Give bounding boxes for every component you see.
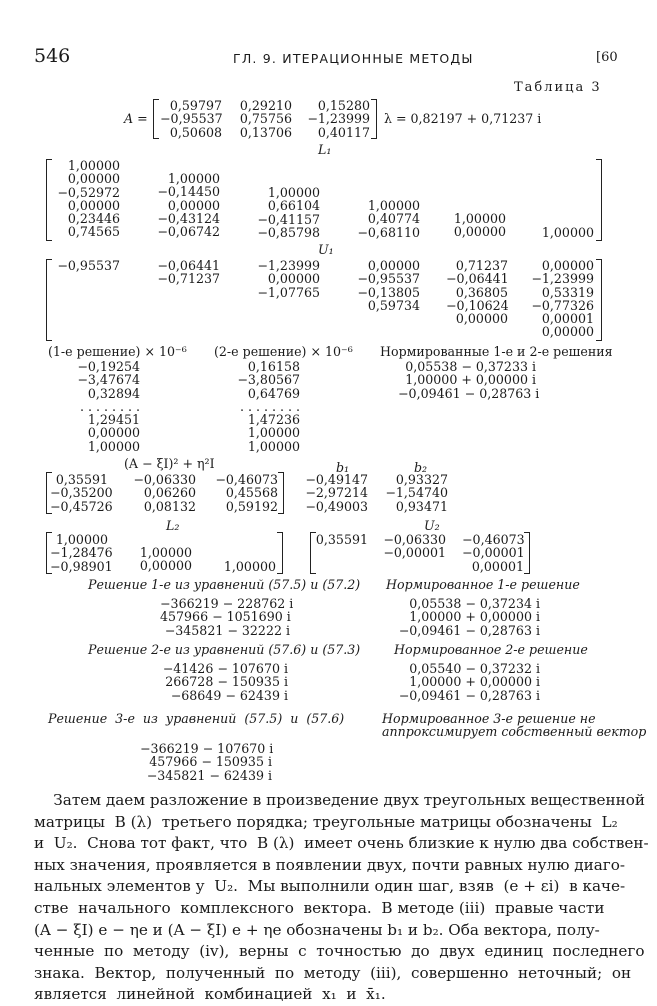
- bracket-right: [596, 259, 602, 341]
- u2-label: U₂: [424, 518, 440, 533]
- result3-heading: Решение 3-е из уравнений (57.5) и (57.6): [48, 711, 345, 726]
- lambda-value: λ = 0,82197 + 0,71237 i: [384, 111, 542, 126]
- sol1-values: −0,19254 −3,47674 0,32894 . . . . . . . . 1,29451 0,00000 1,00000: [77, 359, 140, 454]
- u1-label: U₁: [318, 242, 334, 257]
- matrix-a-col1: 0,59797 −0,95537 0,50608: [160, 98, 223, 140]
- matrix-a-name: A =: [124, 111, 148, 126]
- l1-col3: 1,00000 0,66104 −0,41157 −0,85798: [257, 185, 320, 240]
- result1-norm-values: 0,05538 − 0,37234 i 1,00000 + 0,00000 i −0,09461 − 0,28763 i: [398, 596, 540, 638]
- sol1-heading: (1-е решение) × 10⁻⁶: [48, 344, 187, 359]
- l2-col3: 1,00000: [223, 559, 276, 574]
- b-matrix-heading: (A − ξI)² + η²I: [124, 456, 215, 471]
- u2-col3: −0,46073 −0,00001 0,00001: [462, 532, 525, 574]
- b2-values: 0,93327 −1,54740 0,93471: [385, 472, 448, 514]
- u1-col1: −0,95537: [57, 258, 120, 273]
- result2-heading: Решение 2-е из уравнений (57.6) и (57.3): [88, 642, 361, 657]
- u2-col2: −0,06330 −0,00001: [383, 532, 446, 561]
- bracket-right: [524, 532, 530, 574]
- u2-col1: 0,35591: [315, 532, 368, 547]
- bracket-right: [596, 159, 602, 241]
- u1-col2: −0,06441 −0,71237: [157, 258, 220, 287]
- sol2-heading: (2-е решение) × 10⁻⁶: [214, 344, 353, 359]
- b2-label: b₂: [414, 460, 428, 475]
- sol2-values: 0,16158 −3,80567 0,64769 . . . . . . . . 1,47236 1,00000 1,00000: [237, 359, 300, 454]
- u1-col6: 0,00000 −1,23999 0,53319 −0,77326 0,00001 0,00000: [531, 258, 594, 340]
- body-paragraph: Затем даем разложение в произведение двух треугольных вещественной матрицы B (λ) третьего порядка; треугольные матрицы обозначены L₂ и U₂. Снова тот факт, что B (λ) имеет очень близкие к нулю два собствен- ных значения, проявляется в появлении двух, почти равных нулю диагo- нальных элементов у U₂. Мы выполнили один шаг, взяв (e + εi) в каче- стве начального комплексного вектора. В методе (iii) правые части (A − ξI) e − ηe и (A − ξI) e + ηe обозначены b₁ и b₂. Оба вектора, полу- ченные по методу (iv), верны с точностью до двух единиц последнего знака. Вектор, полученный по методу (iii), совершенно неточный; он является линейной комбинацией x₁ и x̄₁.: [34, 791, 649, 1004]
- b1-values: −0,49147 −2,97214 −0,49003: [305, 472, 368, 514]
- u1-col4: 0,00000 −0,95537 −0,13805 0,59734: [357, 258, 420, 313]
- l2-col1: 1,00000 −1,28476 −0,98901: [50, 532, 113, 574]
- result1-norm-heading: Нормированное 1-е решение: [386, 577, 580, 592]
- l2-label: L₂: [166, 518, 180, 533]
- bracket-right: [278, 472, 284, 514]
- l1-col2: 1,00000 −0,14450 0,00000 −0,43124 −0,06742: [157, 171, 220, 240]
- u1-col5: 0,71237 −0,06441 0,36805 −0,10624 0,00000: [446, 258, 509, 327]
- chapter-title: ГЛ. 9. ИТЕРАЦИОННЫЕ МЕТОДЫ: [233, 51, 474, 66]
- bracket-right: [277, 532, 283, 574]
- page-number: 546: [34, 45, 71, 67]
- result2-values: −41426 − 107670 i 266728 − 150935 i −68649 − 62439 i: [162, 661, 288, 703]
- u1-col3: −1,23999 0,00000 −1,07765: [257, 258, 320, 300]
- b-matrix-col1: 0,35591 −0,35200 −0,45726: [50, 472, 113, 514]
- matrix-a-col2: 0,29210 0,75756 0,13706: [239, 98, 292, 140]
- result3-note: Нормированное 3-е решение не аппроксимирует собственный вектор: [382, 711, 647, 740]
- matrix-a-col3: 0,15280 −1,23999 0,40117: [307, 98, 370, 140]
- result2-norm-heading: Нормированное 2-е решение: [394, 642, 588, 657]
- l1-col1: 1,00000 0,00000 −0,52972 0,00000 0,23446 0,74565: [57, 158, 120, 240]
- b1-label: b₁: [336, 460, 350, 475]
- b-matrix-col2: −0,06330 0,06260 0,08132: [133, 472, 196, 514]
- l1-col4: 1,00000 0,40774 −0,68110: [357, 198, 420, 240]
- bracket-right: [371, 99, 377, 139]
- result1-heading: Решение 1-е из уравнений (57.5) и (57.2): [88, 577, 361, 592]
- table-label: Таблица 3: [514, 80, 602, 95]
- l2-col2: 1,00000 0,00000: [139, 545, 192, 574]
- result2-norm-values: 0,05540 − 0,37232 i 1,00000 + 0,00000 i −0,09461 − 0,28763 i: [398, 661, 540, 703]
- result1-values: −366219 − 228762 i 457966 − 1051690 i −345821 − 32222 i: [160, 596, 294, 638]
- l1-col5: 1,00000 0,00000: [453, 211, 506, 240]
- l1-label: L₁: [318, 142, 332, 157]
- b-matrix-col3: −0,46073 0,45568 0,59192: [215, 472, 278, 514]
- l1-col6: 1,00000: [541, 225, 594, 240]
- result3-values: −366219 − 107670 i 457966 − 150935 i −345821 − 62439 i: [140, 741, 274, 783]
- normalized-heading: Нормированные 1-е и 2-е решения: [380, 344, 613, 359]
- bracket-left: [153, 99, 159, 139]
- section-number: [60: [596, 50, 618, 65]
- normalized-values: 0,05538 − 0,37233 i 1,00000 + 0,00000 i −0,09461 − 0,28763 i: [398, 359, 540, 401]
